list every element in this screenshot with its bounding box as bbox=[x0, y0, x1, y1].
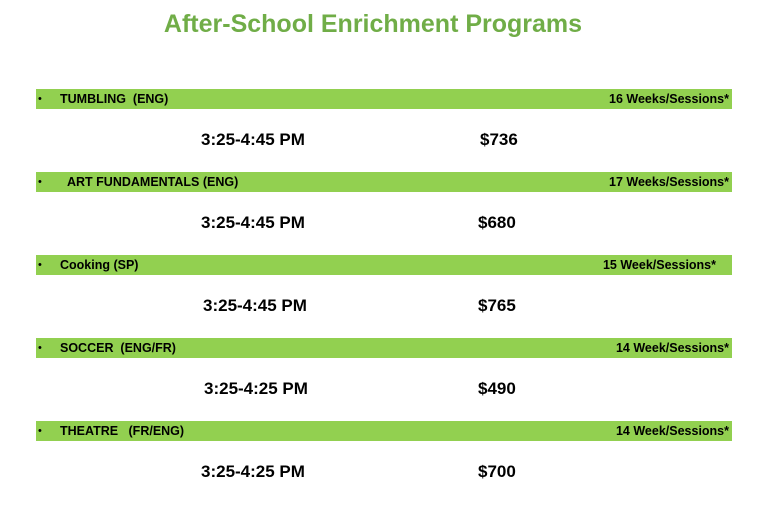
program-price: $490 bbox=[478, 379, 516, 398]
program-time: 3:25-4:45 PM bbox=[201, 130, 305, 149]
program-name: TUMBLING (ENG) bbox=[60, 92, 169, 106]
bullet-icon: • bbox=[38, 93, 42, 105]
program-sessions: 14 Week/Sessions* bbox=[615, 341, 729, 355]
program-sessions: 14 Week/Sessions* bbox=[615, 424, 729, 438]
bullet-icon: • bbox=[38, 342, 42, 354]
program-price: $736 bbox=[480, 130, 518, 149]
program-name: SOCCER (ENG/FR) bbox=[60, 341, 176, 355]
program-header-tumbling bbox=[36, 89, 732, 109]
program-time: 3:25-4:25 PM bbox=[201, 462, 305, 481]
page-title: After-School Enrichment Programs bbox=[163, 10, 583, 38]
program-name: Cooking (SP) bbox=[60, 258, 139, 272]
bullet-icon: • bbox=[38, 176, 42, 188]
bullet-icon: • bbox=[38, 259, 42, 271]
program-price: $765 bbox=[478, 296, 516, 315]
program-header-soccer bbox=[36, 338, 732, 358]
program-header-cooking bbox=[36, 255, 732, 275]
program-time: 3:25-4:45 PM bbox=[203, 296, 307, 315]
program-name: ART FUNDAMENTALS (ENG) bbox=[67, 175, 239, 189]
program-sessions: 17 Weeks/Sessions* bbox=[609, 175, 729, 189]
program-name: THEATRE (FR/ENG) bbox=[60, 424, 185, 438]
program-header-theatre bbox=[36, 421, 732, 441]
program-price: $680 bbox=[478, 213, 516, 232]
program-sessions: 15 Week/Sessions* bbox=[602, 258, 716, 272]
program-time: 3:25-4:45 PM bbox=[201, 213, 305, 232]
program-time: 3:25-4:25 PM bbox=[204, 379, 308, 398]
program-sessions: 16 Weeks/Sessions* bbox=[609, 92, 729, 106]
program-price: $700 bbox=[478, 462, 516, 481]
bullet-icon: • bbox=[38, 425, 42, 437]
program-header-art-fundamentals bbox=[36, 172, 732, 192]
